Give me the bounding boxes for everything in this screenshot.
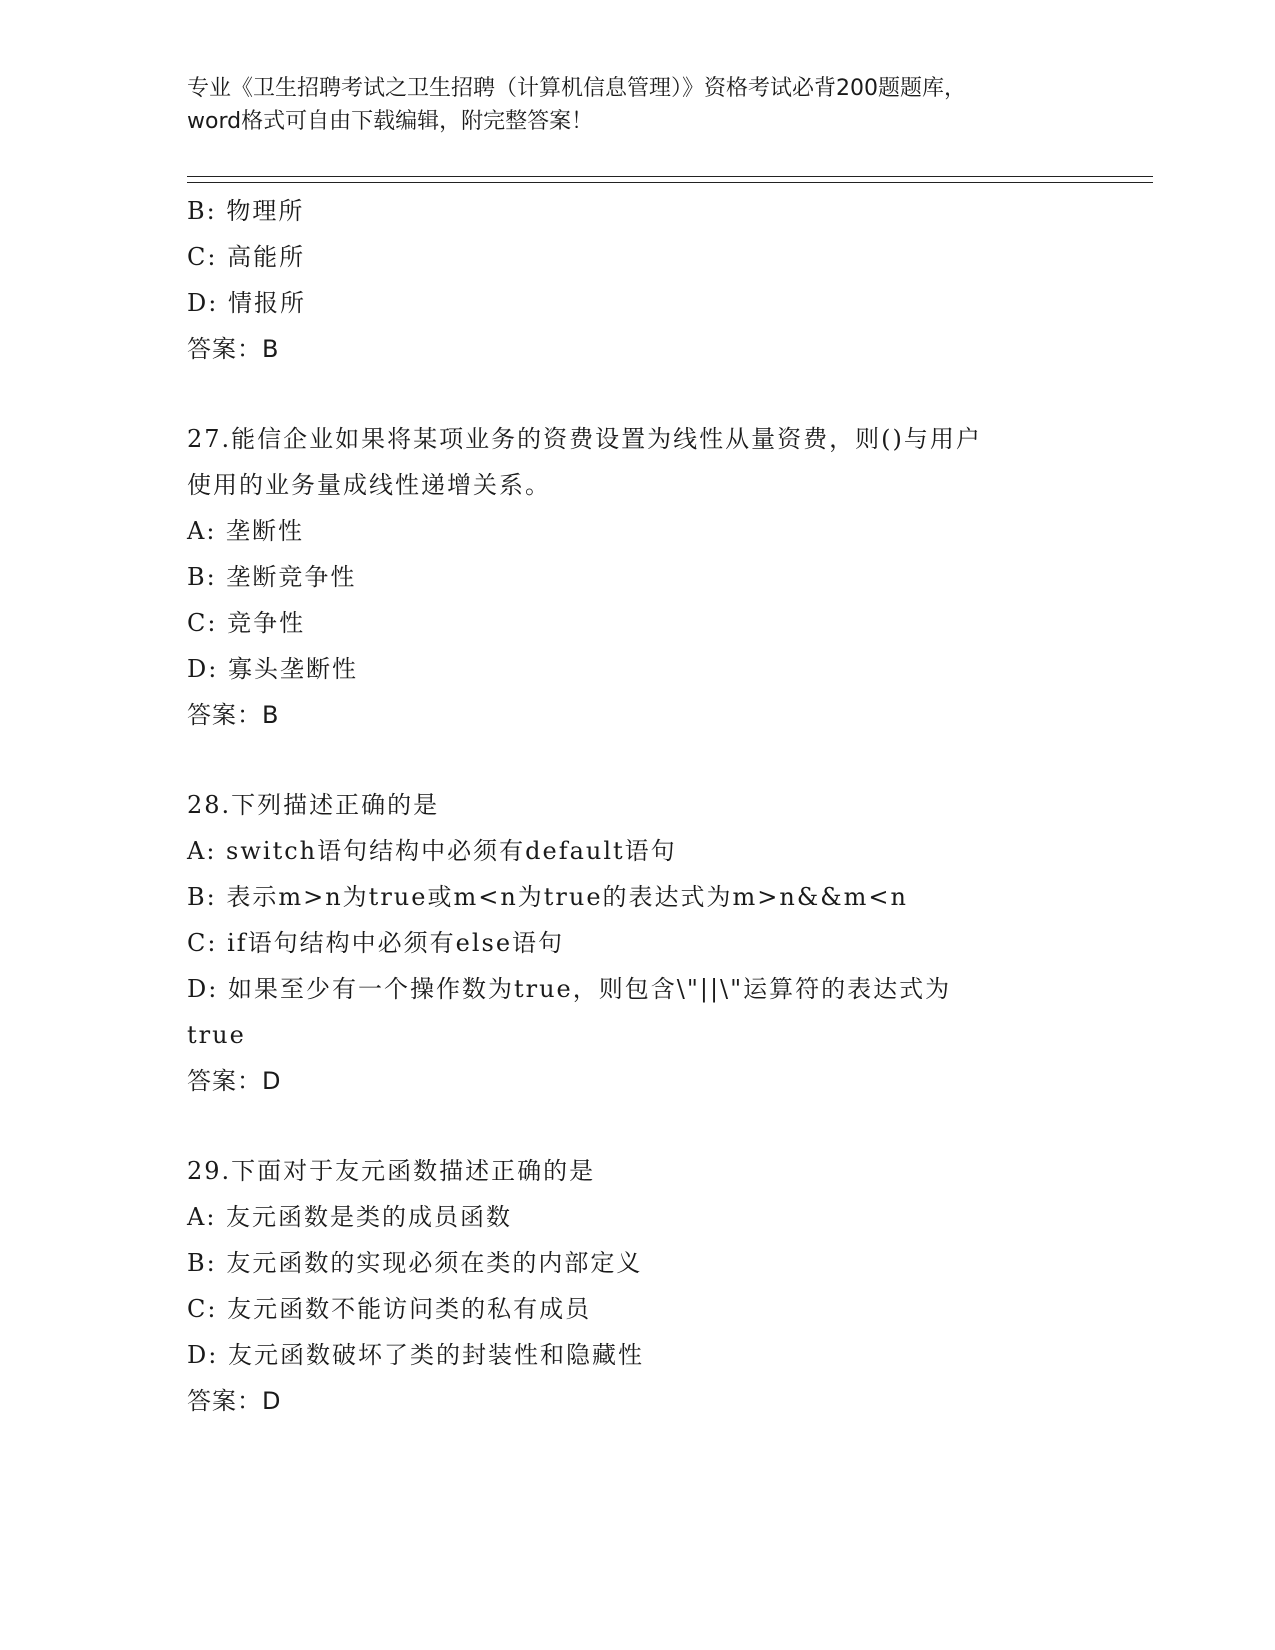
option-a: A: 垄断性	[187, 517, 305, 545]
question-26	[187, 188, 1087, 372]
question-27	[187, 416, 1087, 738]
question-stem-continued: 使用的业务量成线性递增关系。	[187, 471, 551, 499]
question-28	[187, 782, 1087, 1104]
header-divider-bottom	[187, 182, 1153, 183]
option-c: C: 高能所	[187, 243, 306, 271]
question-stem: 27.能信企业如果将某项业务的资费设置为线性从量资费，则()与用户	[187, 425, 982, 453]
option-c: C: 友元函数不能访问类的私有成员	[187, 1295, 592, 1323]
option-b: B: 友元函数的实现必须在类的内部定义	[187, 1249, 643, 1277]
document-header	[187, 72, 1087, 138]
option-b: B: 表示m>n为true或m<n为true的表达式为m>n&&m<n	[187, 883, 908, 911]
question-spacer	[187, 738, 1087, 782]
option-d: D: 友元函数破坏了类的封装性和隐藏性	[187, 1341, 644, 1369]
question-list	[187, 188, 1087, 1424]
option-a: A: switch语句结构中必须有default语句	[187, 837, 677, 865]
option-d-continued: true	[187, 1021, 246, 1049]
option-d: D: 寡头垄断性	[187, 655, 358, 683]
header-line-1: 专业《卫生招聘考试之卫生招聘（计算机信息管理）》资格考试必背200题题库，	[187, 76, 966, 101]
question-stem: 29.下面对于友元函数描述正确的是	[187, 1157, 596, 1185]
answer: 答案：D	[187, 1387, 282, 1415]
answer: 答案：B	[187, 335, 280, 363]
question-29	[187, 1148, 1087, 1424]
answer: 答案：B	[187, 701, 280, 729]
option-d: D: 情报所	[187, 289, 306, 317]
option-a: A: 友元函数是类的成员函数	[187, 1203, 513, 1231]
header-line-2: word格式可自由下载编辑，附完整答案！	[187, 109, 594, 134]
option-b: B: 垄断竞争性	[187, 563, 357, 591]
question-spacer	[187, 372, 1087, 416]
option-d: D: 如果至少有一个操作数为true，则包含\"||\"运算符的表达式为	[187, 975, 952, 1003]
option-c: C: 竞争性	[187, 609, 306, 637]
answer: 答案：D	[187, 1067, 282, 1095]
question-stem: 28.下列描述正确的是	[187, 791, 440, 819]
option-b: B: 物理所	[187, 197, 305, 225]
header-divider-top	[187, 176, 1153, 177]
option-c: C: if语句结构中必须有else语句	[187, 929, 565, 957]
question-spacer	[187, 1104, 1087, 1148]
